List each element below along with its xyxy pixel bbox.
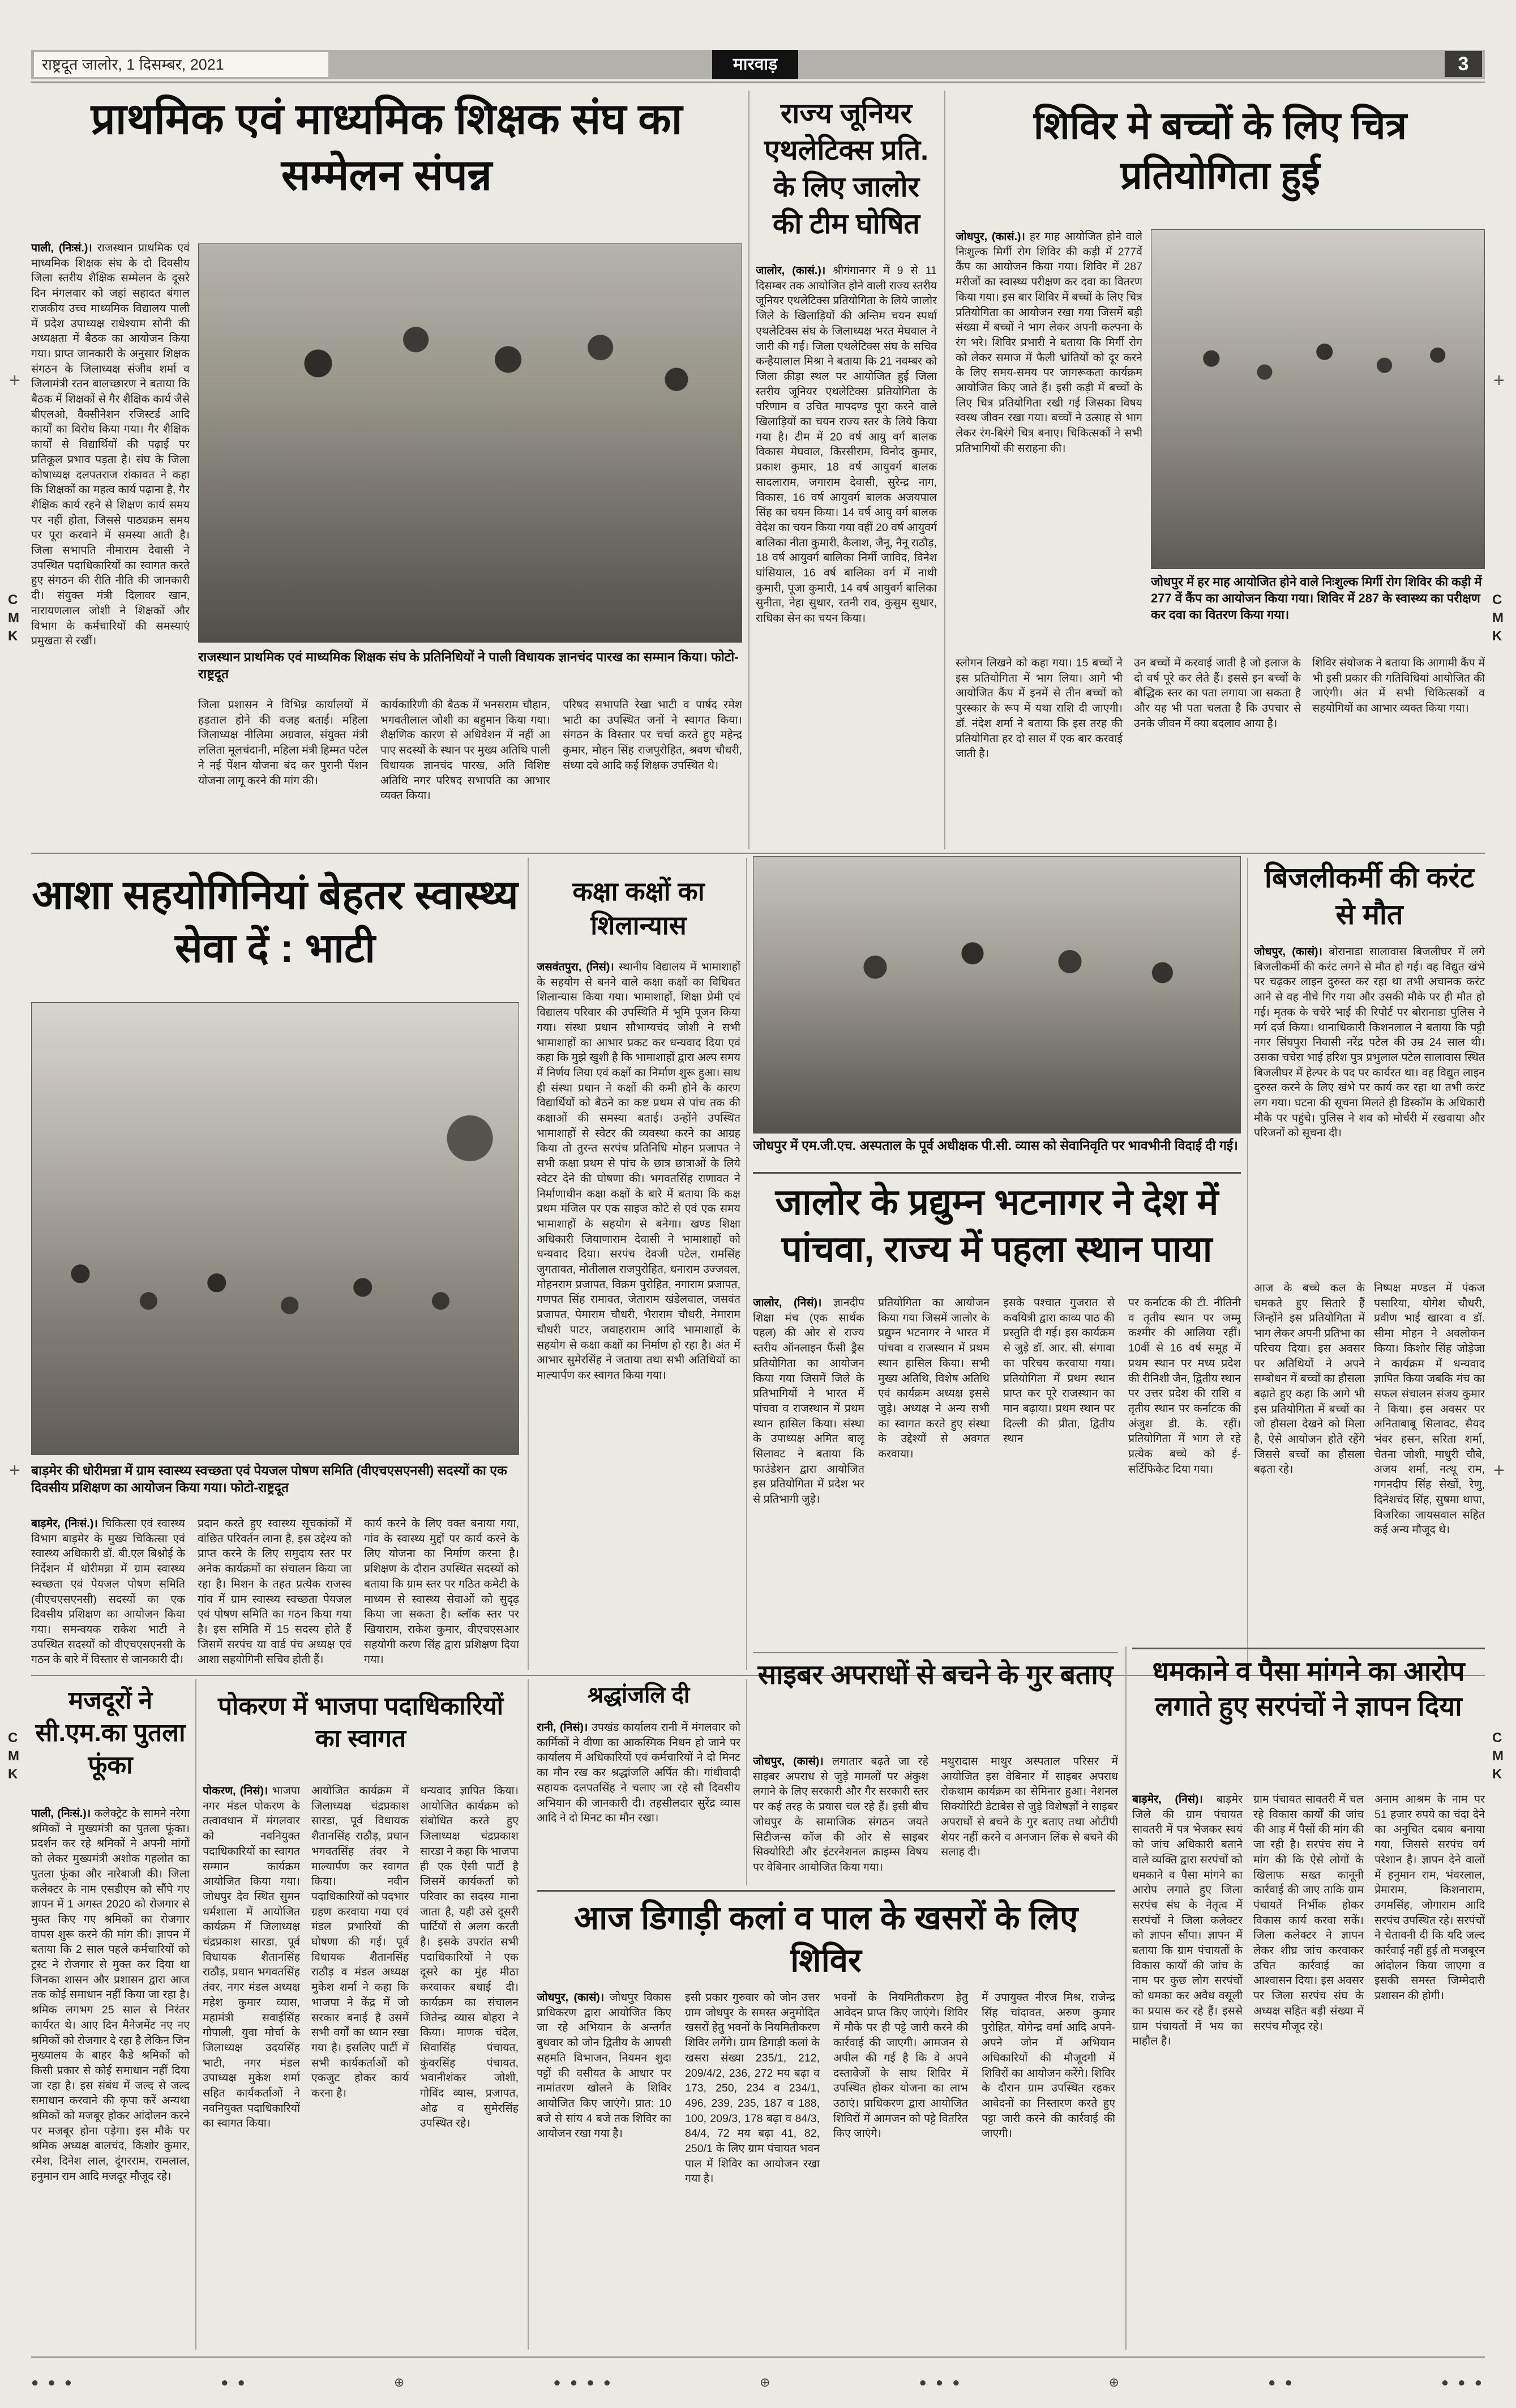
- farewell-photo-caption: जोधपुर में एम.जी.एच. अस्पताल के पूर्व अधीक्षक पी.सी. व्यास को सेवानिवृति पर भावभीनी विदाई दी गई।: [753, 1138, 1238, 1153]
- tribute-body: [537, 1720, 740, 1885]
- farewell-photo: [753, 856, 1241, 1134]
- footer-dots: ● ● ●: [919, 2375, 963, 2389]
- article-rule: [753, 1652, 1118, 1653]
- footer-target-icon: ⊕: [1108, 2375, 1123, 2389]
- column-rule: [944, 91, 945, 849]
- pokaran-col1-text: भाजपा नगर मंडल पोकरण के तत्वावधान में मंगलवार को नवनियुक्त पदाधिकारियों का स्वागत सम्मान कार्यक्रम आयोजित किया गया। जोधपुर देव स्थित सुमन धर्मशाला में आयोजित कार्यक्रम में जिलाध्यक्ष चंद्रप्रकाश सारडा, पूर्व विधायक शैतानसिंह राठौड़, प्रधान भगवतसिंह तंवर, नगर मंडल अध्यक्ष महेश कुमार व्यास, महामंत्री सवाईसिंह गोपाली, युवा मोर्चा के जिलाध्यक्ष उदयसिंह भाटी, नगर मंडल उपाध्यक्ष मुकेश शर्मा सहित कार्यकर्ताओं ने नवनियुक्त पदाधिकारियों का स्वागत किया।: [203, 1785, 300, 2130]
- pokaran-body-col3: धन्यवाद ज्ञापित किया। आयोजित कार्यक्रम को संबोधित करते हुए जिलाध्यक्ष चंद्रप्रकाश सारडा ने कहा कि भाजपा ही एक ऐसी पार्टी है जिसमें कार्यकर्ता को परिवार का सदस्य माना जाता है, यही उसे दूसरी पार्टियों से अलग करती है। इसके उपरांत सभी पदाधिकारियों ने एक दूसरे का मुंह मीठा करवाकर बधाई दी। कार्यक्रम का संचालन जितेन्द्र व्यास बोहरा ने किया। माणक चंदेल, सिवासिंह पंचायत, कुंवरसिंह पंचायत, भवानीशंकर जोशी, गोविंद व्यास, प्रजापत, ओढ व सुमेरसिंह उपस्थित रहे।: [420, 1785, 519, 2130]
- asha-headline: आशा सहयोगिनियां बेहतर स्वास्थ्य सेवा दें : भाटी: [32, 872, 519, 971]
- camp-photo-caption: जोधपुर में हर माह आयोजित होने वाले निःशुल्क मिर्गी रोग शिविर की कड़ी में 277 वें कैंप का आयोजन किया गया। शिविर में 287 के स्वास्थ्य का परीक्षण कर दवा का वितरण किया गया।: [1151, 575, 1482, 622]
- pokaran-body-col1: [203, 1783, 300, 2349]
- athletics-body: [756, 263, 937, 848]
- camp-body-col3: शिविर संयोजक ने बताया कि आगामी कैंप में भी इसी प्रकार की गतिविधियां आयोजित की जाएंगी। अंत में सभी चिकित्सकों व सहयोगियों का आभार व्यक्त किया गया।: [1312, 657, 1485, 715]
- asha-body-col2: प्रदान करते हुए स्वास्थ्य सूचकांकों में वांछित परिवर्तन लाना है, इस उद्देश्य को प्राप्त करने के लिए समुदाय स्तर पर अनेक कार्यक्रमों का संचालन किया जा रहा है। मिशन के तहत प्रत्येक राजस्व गांव में ग्राम स्वास्थ्य स्वच्छता पेयजल एवं पोषण समिति का गठन किया गया है। इस समिति में 15 सदस्य होते हैं जिसमें सरपंच या वार्ड पंच अध्यक्ष एवं आशा सहयोगिनी सचिव होती हैं।: [198, 1517, 352, 1666]
- cyber-dateline: जोधपुर, (कासं)।: [753, 1755, 824, 1768]
- conference-photo-caption: राजस्थान प्राथमिक एवं माध्यमिक शिक्षक संघ के प्रतिनिधियों ने पाली विधायक ज्ञानचंद पारख का सम्मान किया। फोटो-राष्ट्रदूत: [198, 649, 739, 682]
- cmk-m-mark: M: [8, 610, 19, 626]
- column-rule: [746, 858, 747, 1670]
- masthead-rule: [31, 82, 1485, 83]
- digadi-body-col1: [537, 1990, 671, 2349]
- conference-headline: प्राथमिक एवं माध्यमिक शिक्षक संघ का सम्मेलन संपन्न: [91, 95, 683, 199]
- sarpanch-body-col2: ग्राम पंचायत सावतरी में चल रहे विकास कार्यों की जांच की आड़ में पैसों की मांग की जा रही है। सरपंच संघ ने मांग की कि ऐसे लोगों के खिलाफ सख्त कानूनी कार्रवाई की जाए ताकि ग्राम पंचायतें निर्भीक होकर विकास कार्य करवा सकें। जिला कलेक्टर ने ज्ञापन लेकर शीघ्र जांच करवाकर उचित कार्रवाई का आश्वासन दिया। इस अवसर पर जिला सरपंच संघ के अध्यक्ष सहित बड़ी संख्या में सरपंच मौजूद रहे।: [1253, 1793, 1364, 2033]
- masthead-name-date: राष्ट्रदूत जालोर, 1 दिसम्बर, 2021: [34, 52, 328, 77]
- column-rule: [1125, 1646, 1127, 2350]
- effigy-dateline: पाली, (निःसं.)।: [31, 1807, 91, 1820]
- footer-dots: ● ●: [221, 2375, 248, 2389]
- section-rule: [31, 853, 1485, 854]
- camp-dateline: जोधपुर, (कासं.)।: [956, 230, 1025, 243]
- cyber-body-col1: [753, 1754, 928, 1881]
- cmk-k-mark: K: [8, 1767, 18, 1782]
- tribute-body-text: उपखंड कार्यालय रानी में मंगलवार को कार्मिकों ने वीणा का आकस्मिक निधन हो जाने पर कार्यालय में अधिकारियों एवं कर्मचारियों ने दो मिनट का मौन रख कर श्रद्धांजलि अर्पित की। गांधीवादी सहायक दलपतसिंह ने चलाए जा रहे सौ दिवसीय अभियान की जानकारी दी। तहसीलदार सुरेंद्र व्यास आदि ने दो मिनट का मौन रखा।: [537, 1721, 740, 1825]
- registration-cmk-left-bottom: [8, 1731, 19, 1781]
- athletics-body-text: श्रीगंगानगर में 9 से 11 दिसम्बर तक आयोजित होने वाली राज्य स्तरीय जूनियर एथलेटिक्स प्रतियोगिता के लिये जालोर जिले के खिलाड़ियों की अन्तिम चयन स्पर्धा एथलेटिक्स संघ के जिलाध्यक्ष भरत मेघवाल ने जारी की गई। जिला एथलेटिक्स संघ के सचिव कन्हैयालाल मिश्रा ने बताया कि 21 नवम्बर को जिला क्रीड़ा स्थल पर आयोजित हुई जिला स्तरीय जूनियर एथलेटिक्स प्रतियोगिता के परिणाम व उचित मापदण्ड पूरा करने वाले खिलाड़ियों का चयन राज्य स्तर के लिये किया गया है। टीम में 20 वर्ष आयु वर्ग बालक विकास मेघवाल, किरसीराम, विनोद कुमार, प्रकाश कुमार, 18 वर्ष आयुवर्ग बालक सादलाराम, जगाराम देवासी, सुरेन्द्र नाग, विकास, 16 वर्ष आयुवर्ग बालक अजयपाल सिंह का चयन किया। 14 वर्ष आयु वर्ग बालक वेदेश का चयन किया गया वहीं 20 वर्ष आयुवर्ग बालिका नीता कुमारी, कैलाश, जैनू, नैनू राठौड़, 18 वर्ष आयुवर्ग बालिका निर्मी जाविद, विनेश घांसियाल, 16 वर्ष बालिका वर्ग में नाथी कुमारी, पूजा कुमारी, 14 वर्ष आयुवर्ग बालिका सुनीता, नेहा सुथार, रतनी राव, कुसुम सुथार, राधिका सेन का चयन किया।: [756, 264, 937, 625]
- digadi-headline: आज डिगाड़ी कलां व पाल के खसरों के लिए शिविर: [573, 1900, 1078, 1979]
- bhatnagar-body-col5: आज के बच्चे कल के चमकते हुए सितारे हैं जिन्होंने इस प्रतियोगिता में भाग लेकर अपनी प्रतिभा का परिचय दिया। इस अवसर पर अतिथियों ने अपने सम्बोधन में बच्चों का हौसला बढ़ाते हुए कहा कि आगे भी इस प्रतियोगिता में बच्चों का जो हौसला देखने को मिला है, ऐसे आयोजन होते रहेंगे जिससे बच्चों का हौसला बढ़ता रहे।: [1254, 1282, 1365, 1476]
- sarpanch-col1-text: बाड़मेर जिले की ग्राम पंचायत सावतरी में पत्र भेजकर स्वयं को जांच अधिकारी बताने वाले व्यक्ति द्वारा सरपंचों को धमकाने व पैसा मांगने का आरोप लगाते हुए जिला सरपंच संघ के नेतृत्व में सरपंचों ने जिला कलेक्टर को ज्ञापन सौंपा। ज्ञापन में बताया कि ग्राम पंचायतों के विकास कार्यों की जांच के नाम पर कुछ लोग सरपंचों को धमका कर अवैध वसूली का प्रयास कर रहे हैं। इससे ग्राम पंचायतों में भय का माहौल है।: [1132, 1793, 1243, 2048]
- article-rule: [537, 1890, 1115, 1892]
- cmk-k-mark: K: [8, 628, 18, 644]
- footer-target-icon: ⊕: [759, 2375, 773, 2389]
- shilanyas-body-text: स्थानीय विद्यालय में भामाशाहों के सहयोग से बनने वाले कक्षा कक्षों का विधिवत शिलान्यास किया गया। भामाशाहों, शिक्षा प्रेमी एवं विद्यालय परिवार की उपस्थिति में भूमि पूजन किया गया। संस्था प्रधान सौभाग्यचंद जोशी ने सभी भामाशाहों का आभार प्रकट कर धन्यवाद दिया एवं कहा कि मुझे खुशी है कि भामाशाहों द्वारा अल्प समय में निर्णय लिया एवं कक्षों का निर्माण शुरू हुआ। साथ ही संस्था प्रधान ने कक्षों की कमी होने के कारण विद्यार्थियों को बैठने का कष्ट प्रथम से पांच तक की कक्षाओं की समस्या बताई। उन्होंने उपस्थित भामाशाहों से स्वेटर की व्यवस्था करने का आग्रह किया तो तुरन्त सरपंच प्रतिनिधि मोहन प्रजापत ने सभी कक्षा प्रथम से पांच के छात्र छात्राओं के लिये स्वेटर देने की घोषणा की। भगवतसिंह राणावत ने निर्माणाधीन कक्षा कक्षों के बारे में बताया कि कक्ष प्रथम मंजिल पर एक साइज कोटे से एवं एक समय भामाशाहों के सहयोग से बनेगा। खण्ड शिक्षा अधिकारी जियाणाराम देवासी ने भामाशाहों को धन्यवाद दिया। सरपंच देवजी पटेल, रामसिंह जुगतावत, मोतीलाल राजपुरोहित, धनाराम उज्जवल, मोहनराम प्रजापत, विक्रम पुरोहित, नगाराम प्रजापत, गणपत सिंह रामावत, जेताराम खंडेलवाल, जसवंत प्रजापत, पेमाराम चौधरी, भैराराम चौधरी, नेमाराम चौधरी पाटर, जवाहराराम आदि भामाशाहों के सहयोग से कक्षा कक्षों का निर्माण हो रहा है। अंत में आभार सुमेरसिंह ने जताया तथा सभी अतिथियों का माल्यार्पण कर स्वागत किया गया।: [537, 961, 740, 1382]
- article-rule: [1132, 1648, 1485, 1649]
- conference-body-col3: कार्यकारिणी की बैठक में भनसराम चौहान, भगवतीलाल जोशी का बहुमान किया गया। शैक्षणिक कारण से अधिवेशन में नहीं आ पाए सदस्यों के स्थान पर मुख्य अतिथि पाली विधायक ज्ञानचंद पारख, अति विशिष्ट अतिथि नगर परिषद सभापति का आभार व्यक्त किया।: [380, 699, 550, 802]
- cmk-m-mark: M: [1492, 1748, 1504, 1764]
- pokaran-dateline: पोकरण, (निसं)।: [203, 1785, 268, 1797]
- bhatnagar-body-col6: निष्पक्ष मण्डल में पंकज पसारिया, योगेश चौधरी, प्रवीण भाई खारवा व डॉ. सीमा मोहन ने अवलोकन किया। किशोर सिंह जोड़ेजा ने कार्यक्रम में धन्यवाद ज्ञापित किया जबकि मंच का सफल संचालन संजय कुमार ने किया। इस अवसर पर अनिताबाबू सिलावट, सैयद भंवर हसन, सरिता शर्मा, चेतना जोशी, माधुरी चौबे, अजय शर्मा, नत्थू राम, गगनदीप सिंह सेखों, रेणु, दिनेशचंद सिंह, सुषमा थापा, विजरिका जायसवाल सहित कई अन्य मौजूद थे।: [1374, 1282, 1485, 1537]
- article-rule: [753, 1172, 1241, 1174]
- footer-print-marks: [31, 2369, 1485, 2395]
- electrician-dateline: जोधपुर, (कासं)।: [1254, 946, 1322, 958]
- asha-col1-text: चिकित्सा एवं स्वास्थ्य विभाग बाड़मेर के मुख्य चिकित्सा एवं स्वास्थ्य अधिकारी डॉ. बी.एल बिश्नोई के निर्देशन में धोरीमन्ना में ग्राम स्वास्थ्य स्वच्छता एवं पेयजल पोषण समिति (वीएचएसएनसी) सदस्यों का एक दिवसीय प्रशिक्षण का आयोजन किया गया। समन्वयक राकेश भाटी ने उपस्थित सदस्यों को वीएचएसएनसी के गठन के बारे में विस्तार से जानकारी दी।: [31, 1517, 185, 1666]
- digadi-body-col4: में उपायुक्त नीरज मिश्र, राजेन्द्र सिंह चांदावत, अरुण कुमार पुरोहित, योगेन्द्र वर्मा आदि अपने-अपने जोन में अभियान अधिकारियों की मौजूदगी में शिविरों का आयोजन करेंगे। शिविर के दौरान ग्राम उपस्थित रहकर आवेदनों का निस्तारण करते हुए पट्टा जारी करने की कार्रवाई की जाएगी।: [982, 1991, 1115, 2140]
- electrician-body: [1254, 944, 1485, 1272]
- masthead-page-number: 3: [1445, 51, 1482, 77]
- shilanyas-headline: कक्षा कक्षों का शिलान्यास: [572, 876, 705, 940]
- conference-body-col1: [31, 241, 190, 848]
- effigy-body-text: कलेक्ट्रेट के सामने नरेगा श्रमिकों ने मुख्यमंत्री का पुतला फूंका। प्रदर्शन कर रहे श्रमिकों ने अपनी मांगों को लेकर मुख्यमंत्री अशोक गहलोत का पुतला फूंका और नारेबाजी की। जिला कलेक्टर के नाम एसडीएम को सौंपे गए ज्ञापन में 1 अगस्त 2020 को रोजगार से मुक्त किए गए श्रमिकों का रोजगार वापस शुरू करने की मांग की। ज्ञापन में बताया कि 2 साल पहले कर्मचारियों को ट्रस्ट ने रोजगार से मुक्त कर दिया था जिनका शासन और प्रशासन द्वारा आज तक कोई समाधान नहीं किया जा रहा है। श्रमिक लगभग 25 साल से निरंतर कार्यरत थे। आए दिन मैनेजमेंट नए नए श्रमिकों को रोजगार दे रहा है लेकिन जिन मुख्यालय के बाहर कैडे श्रमिकों को किसी प्रकार से कोई समाधान नहीं दिया जा रहा है। इस संबंध में जल्द से जल्द समाधान करवाने की कृपा करें अन्यथा श्रमिकों को मजबूर होकर आंदोलन करने पर मजबूर होना पड़ेगा। इस मौके पर श्रमिक अध्यक्ष बालचंद, किशोर कुमार, रमेश, दिनेश लाल, दूंगरराम, रामलाल, हनुमान राम आदि मजदूर मौजूद रहे।: [31, 1807, 190, 2183]
- tribute-dateline: रानी, (निसं)।: [537, 1721, 588, 1734]
- cmk-c-mark: C: [1492, 1730, 1502, 1746]
- camp-body-col1: स्लोगन लिखने को कहा गया। 15 बच्चों ने इस प्रतियोगिता में भाग लिया। आगे भी आयोजित कैंप में इनमें से तीन बच्चों को पुरस्कार के रूप में यथा राशि दी जाएगी। डॉ. नंदेश शर्मा ने बताया कि इस तरह की प्रतियोगिता हर दो साल में एक बार करवाई जाती है।: [956, 657, 1123, 760]
- column-rule: [528, 858, 529, 1670]
- cmk-c-mark: C: [8, 592, 18, 608]
- cmk-k-mark: K: [1492, 628, 1502, 644]
- footer-dots: ● ● ●: [1441, 2375, 1485, 2389]
- asha-body-col1: [31, 1516, 185, 1668]
- bhatnagar-body-col2: प्रतियोगिता का आयोजन किया गया जिसमें जालोर के प्रद्युम्न भटनागर ने भारत में पांचवा व राजस्थान में प्रथम स्थान हासिल किया। सभी मुख्य अतिथि, विशेष अतिथि एवं कार्यक्रम अध्यक्ष इससे जुड़े। अध्यक्ष ने अन्य सभी का स्वागत करते हुए संस्था के उद्देश्यों से अवगत करवाया।: [878, 1297, 990, 1461]
- asha-photo: [31, 1002, 519, 1455]
- footer-dots: ● ●: [1268, 2375, 1295, 2389]
- camp-photo: [1151, 229, 1485, 569]
- cmk-m-mark: M: [8, 1748, 19, 1764]
- camp-body-intro: [956, 229, 1142, 650]
- conference-body-col2: जिला प्रशासन ने विभिन्न कार्यालयों में हड़ताल होने की वजह बताई। महिला जिलाध्यक्ष नीलिमा अग्रवाल, संयुक्त मंत्री ललिता मूलचंदानी, महिला मंत्री हिम्मत पटेल ने नई पेंशन योजना बंद कर पुरानी पेंशन योजना लागू करने की मांग की।: [198, 699, 368, 787]
- effigy-body: [31, 1806, 190, 2349]
- bhatnagar-body-col4: पर कर्नाटक की टी. नीतिनी व तृतीय स्थान पर जम्मू कश्मीर की आलिया रहीं। 10वीं से 16 वर्ष समूह में प्रथम स्थान पर मध्य प्रदेश की रीनिशी जैन, द्वितीय स्थान पर उत्तर प्रदेश की राशि व तृतीय स्थान पर कर्नाटक की अंजुश डी. के. रहीं। प्रतियोगिता में भाग ले रहे प्रत्येक बच्चे को ई-सर्टिफिकेट दिया गया।: [1128, 1297, 1241, 1475]
- pokaran-headline: पोकरण में भाजपा पदाधिकारियों का स्वागत: [217, 1692, 504, 1753]
- athletics-dateline: जालोर, (कासं.)।: [756, 264, 826, 277]
- column-rule: [528, 1679, 529, 2350]
- registration-cross-icon: +: [1493, 1460, 1505, 1481]
- cyber-headline: साइबर अपराधों से बचने के गुर बताए: [757, 1660, 1114, 1690]
- shilanyas-dateline: जसवंतपुरा, (निसं)।: [537, 961, 614, 973]
- asha-dateline: बाड़मेर, (निःसं.)।: [31, 1517, 98, 1530]
- column-rule: [195, 1679, 196, 2350]
- electrician-body-text: बोरानाडा सालावास बिजलीघर में लगे बिजलीकर्मी की करंट लगने से मौत हो गई। वह विद्युत खंभे पर चढ़कर लाइन दुरुस्त कर रहा था तभी अचानक करंट आने से वह नीचे गिर गया और उसकी मौके पर ही मौत हो गई। मृतक के चचेरे भाई की रिपोर्ट पर बोरानाडा पुलिस ने मर्ग दर्ज किया। थानाधिकारी किशनलाल ने बताया कि पट्टी नगर सिंघपुरा निवासी नरेंद्र पटेल की उम्र 24 साल थी। उसका चचेरा भाई हरिश पुत्र प्रभुलाल पटेल सालावास स्थित बिजलीघर में हेल्पर के पद पर कार्यरत था। वह विद्युत लाइन दुरुस्त करने के लिए खंभे पर कार्य कर रहा था तभी करंट लग गया। घटना की सूचना मिलते ही डिस्कॉम के अधिकारी मौके पर पहुंचे। पुलिस ने शव को मोर्चरी में रखवाया और परिजनों को सूचना दी।: [1254, 946, 1485, 1140]
- sarpanch-headline: धमकाने व पैसा मांगने का आरोप लगाते हुए सरपंचों ने ज्ञापन दिया: [1152, 1657, 1465, 1722]
- bhatnagar-col1-text: ज्ञानदीप शिक्षा मंच (एक सार्थक पहल) की ओर से राज्य स्तरीय ऑनलाइन फैंसी ड्रैस प्रतियोगिता का आयोजन किया गया जिसमें जिले के प्रतिभागियों ने भारत में पांचवा व राजस्थान में प्रथम स्थान हासिल किया। संस्था के उपाध्यक्ष अमित बालू सिलावट ने बताया कि फाउंडेशन द्वारा आयोजित इस प्रतियोगिता में प्रदेश भर से प्रतिभागी जुड़े।: [753, 1297, 864, 1506]
- footer-dots: ● ● ●: [31, 2375, 75, 2389]
- digadi-dateline: जोधपुर, (कासं)।: [537, 1991, 605, 2004]
- asha-photo-caption: बाड़मेर की धोरीमन्ना में ग्राम स्वास्थ्य स्वच्छता एवं पेयजल पोषण समिति (वीएचएसएनसी) सदस्यों का एक दिवसीय प्रशिक्षण का आयोजन किया गया। फोटो-राष्ट्रदूत: [31, 1463, 507, 1495]
- column-rule: [748, 91, 750, 849]
- athletics-headline: राज्य जूनियर एथलेटिक्स प्रति. के लिए जालोर की टीम घोषित: [764, 97, 929, 239]
- conference-photo: [198, 243, 742, 643]
- camp-headline: शिविर मे बच्चों के लिए चित्र प्रतियोगिता हुई: [1033, 104, 1407, 198]
- footer-dots: ● ● ● ●: [553, 2375, 614, 2389]
- bhatnagar-body-col1: [753, 1295, 864, 1669]
- column-rule: [746, 1679, 747, 1885]
- footer-target-icon: ⊕: [393, 2375, 408, 2389]
- digadi-body-col2: इसी प्रकार गुरुवार को जोन उत्तर ग्राम जोधपुर के समस्त अनुमोदित खसरों हेतु भवनों के नियमितीकरण शिविर लगेंगे। ग्राम डिगाड़ी कलां के खसरा संख्या 235/1, 212, 209/4/2, 236, 272 मय बढ़ा व 173, 250, 234 व 234/1, 496, 239, 235, 187 व 188, 100, 209/3, 178 बढ़ा व 84/3, 84/4, 72 मय बढ़ा 41, 82, 250/1 के लिए ग्राम पंचायत भवन पाल में शिविर का आयोजन रखा गया है।: [685, 1991, 820, 2185]
- cyber-col1-text: लगातार बढ़ते जा रहे साइबर अपराध से जुड़े मामलों पर अंकुश लगाने के लिए सरकारी और गैर सरकारी स्तर पर कई तरह के प्रयास चल रहे हैं। इसी बीच जोधपुर के सामाजिक संगठन जयते सिटीजन्स कॉज की ओर से साइबर सिक्योरिटी और इंटरनेशनल क्राइम्स विषय पर वेबिनार आयोजित किया गया।: [753, 1755, 928, 1874]
- cmk-c-mark: C: [8, 1730, 18, 1746]
- cyber-body-col2: मथुरादास माथुर अस्पताल परिसर में आयोजित इस वेबिनार में साइबर अपराध रोकथाम कार्यक्रम का सेमिनार हुआ। नेशनल सिक्योरिटी डेटाबेस से जुड़े विशेषज्ञों ने साइबर अपराधों से बचने के गुर बताए तथा ओटीपी शेयर नहीं करने व अनजान लिंक से बचने की सलाह दी।: [941, 1755, 1118, 1859]
- registration-cmk-right-top: [1492, 593, 1504, 643]
- conference-dateline: पाली, (निःसं.)।: [31, 242, 92, 254]
- bhatnagar-headline: जालोर के प्रद्युम्न भटनागर ने देश में पांचवा, राज्य में पहला स्थान पाया: [775, 1182, 1219, 1270]
- registration-cross-icon: +: [9, 370, 20, 391]
- sarpanch-body-col3: अनाम आश्रम के नाम पर 51 हजार रुपये का चंदा देने का अनुचित दबाव बनाया गया, जिससे सरपंच वर्ग परेशान है। ज्ञापन देने वालों में हनुमान राम, भंवरलाल, प्रेमाराम, किशनाराम, उगमसिंह, जोगाराम आदि सरपंच उपस्थित रहे। सरपंचों ने चेतावनी दी कि यदि जल्द कार्रवाई नहीं हुई तो मजबूरन आंदोलन किया जाएगा व इसकी समस्त जिम्मेदारी प्रशासन की होगी।: [1374, 1793, 1485, 2003]
- sarpanch-dateline: बाड़मेर, (निसं)।: [1132, 1793, 1203, 1806]
- cmk-m-mark: M: [1492, 610, 1504, 626]
- conference-body-col4: परिषद सभापति रेखा भाटी व पार्षद रमेश भाटी का उपस्थित जनों ने स्वागत किया। संगठन के विस्तार पर चर्चा करते हुए महेन्द्र कुमार, मोहन सिंह राजपुरोहित, श्रवण चौधरी, संध्या दवे आदि कई शिक्षक उपस्थित थे।: [563, 699, 742, 772]
- conference-col1-text: राजस्थान प्राथमिक एवं माध्यमिक शिक्षक संघ के दो दिवसीय जिला स्तरीय शैक्षिक सम्मेलन के दूसरे दिन मंगलवार को जहां सहादत बंगाल राजकीय उच्च माध्यमिक विद्यालय पाली में प्रदेश उपाध्यक्ष राधेश्याम सोनी की अध्यक्षता में बैठक का आयोजन किया गया। प्राप्त जानकारी के अनुसार शिक्षक संगठन के जिलाध्यक्ष संजीव शर्मा व जिलामंत्री रतन बालच्छारण ने बताया कि बैठक में शिक्षकों से गैर शैक्षिक कार्य जैसे बीएलओ, वैक्सीनेशन रजिस्टर्ड आदि कार्यों का विरोध किया गया। गैर शैक्षिक कार्यों से विद्यार्थियों की पढ़ाई पर प्रतिकूल प्रभाव पड़ता है। संघ के जिला कोषाध्यक्ष दलपतराज रांकावत ने कहा कि शिक्षकों का महत्व कार्य पढ़ाना है, गैर शैक्षिक कार्य रहने से शिक्षण कार्य समय पर नहीं होता, जिससे पाठ्यक्रम समय पर पूरा करवाने में समस्या आती है। जिला सभापति नीमाराम देवासी ने उपस्थित पदाधिकारियों का स्वागत करते हुए संगठन की रीति नीति की जानकारी दी। संयुक्त मंत्री दिलावर खान, नारायणलाल जोशी ने शिक्षकों और विभाग के कर्मचारियों की समस्याएं प्रमुखता से रखीं।: [31, 242, 190, 648]
- sarpanch-body-col1: [1132, 1792, 1243, 2349]
- tribute-headline: श्रद्धांजलि दी: [587, 1683, 690, 1708]
- digadi-col1-text: जोधपुर विकास प्राधिकरण द्वारा आयोजित किए जा रहे अभियान के अन्तर्गत बुधवार को जोन द्वितीय के आपसी सहमति विभाजन, नियमन शुदा पट्टों की वसीयत के आधार पर नामांतरण खोलने के शिविर आयोजित किए जाएंगे। प्रात: 10 बजे से सांय 4 बजे तक शिविर का आयोजन रखा गया है।: [537, 1991, 671, 2140]
- cmk-k-mark: K: [1492, 1767, 1502, 1782]
- shilanyas-body: [537, 960, 740, 1669]
- electrician-headline: बिजलीकर्मी की करंट से मौत: [1265, 862, 1474, 930]
- asha-body-col3: कार्य करने के लिए वक्त बनाया गया, गांव के स्वास्थ्य मुद्दों पर कार्य करने के लिए योजना का निर्माण करना है। प्रशिक्षण के दौरान उपस्थित सदस्यों को बताया कि ग्राम स्तर पर गठित कमेटी के माध्यम से स्वास्थ्य सेवाओं को सुदृढ़ किया जा सकता है। ब्लॉक स्तर पर खियाराम, राकेश कुमार, वीएचएसआर सहयोगी करण सिंह द्वारा प्रशिक्षण दिया गया।: [364, 1517, 519, 1666]
- registration-cmk-left-top: [8, 593, 19, 643]
- digadi-body-col3: भवनों के नियमितीकरण हेतु आवेदन प्राप्त किए जाएंगे। शिविर में मौके पर ही पट्टे जारी करने की कार्रवाई की जाएगी। आमजन से अपील की गई है कि वे अपने दस्तावेजों के साथ शिविर में उपस्थित होकर योजना का लाभ उठाएं। प्राधिकरण द्वारा आयोजित शिविरों में आमजन को पट्टे वितरित किए जाएंगे।: [833, 1991, 968, 2140]
- masthead-edition-label: मारवाड़: [712, 50, 798, 79]
- footer-rule: [31, 2356, 1485, 2358]
- registration-cross-icon: +: [1493, 370, 1505, 391]
- bhatnagar-body-col3: इसके पश्चात गुजरात से कवयित्री द्वारा काव्य पाठ की प्रस्तुति दी गई। इस कार्यक्रम से जुड़े डॉ. आर. सी. संगावा का परिचय करवाया गया। प्रतियोगिता में प्रथम स्थान प्राप्त कर पूरे राजस्थान का मान बढ़ाया। प्रथम स्थान पर दिल्ली की प्रीता, द्वितीय स्थान: [1003, 1297, 1115, 1445]
- bhatnagar-dateline: जालोर, (निसं)।: [753, 1297, 822, 1309]
- column-rule: [1247, 858, 1248, 1670]
- camp-intro-text: हर माह आयोजित होने वाले निःशुल्क मिर्गी रोग शिविर की कड़ी में 277वें कैंप का आयोजन किया गया। शिविर में 287 मरीजों का स्वास्थ्य परीक्षण कर दवा का वितरण किया गया। इस बार शिविर में बच्चों के लिए चित्र प्रतियोगिता का आयोजन रखा गया जिसमें बड़ी संख्या में बच्चों ने भाग लेकर अपनी कल्पना के रंग भरे। शिविर प्रभारी ने बताया कि मिर्गी रोग को लेकर समाज में फैली भ्रांतियों को दूर करने के लिए समय-समय पर जागरूकता कार्यक्रम आयोजित किए जाते हैं। इसी कड़ी में बच्चों के लिए चित्र प्रतियोगिता रखी गई जिसका विषय स्वस्थ जीवन रखा गया। बच्चों ने उत्साह से भाग लेकर रंग-बिरंगे चित्र बनाए। चिकित्सकों ने सभी प्रतिभागियों की सराहना की।: [956, 230, 1142, 455]
- registration-cross-icon: +: [9, 1460, 20, 1481]
- cmk-c-mark: C: [1492, 592, 1502, 608]
- camp-body-col2: उन बच्चों में करवाई जाती है जो इलाज के दो वर्ष पूरे कर लेते हैं। इससे इन बच्चों के बौद्धिक स्तर का पता लगाया जा सकता है और यह भी पता चलता है कि उपचार से उनके जीवन में क्या बदलाव आया है।: [1134, 657, 1301, 730]
- effigy-headline: मजदूरों ने सी.एम.का पुतला फूंका: [35, 1687, 186, 1780]
- registration-cmk-right-bottom: [1492, 1731, 1504, 1781]
- pokaran-body-col2: आयोजित कार्यक्रम में जिलाध्यक्ष चंद्रप्रकाश सारडा, पूर्व विधायक शैतानसिंह राठौड़, प्रधान भगवतसिंह तंवर ने माल्यार्पण कर स्वागत किया। नवीन पदाधिकारियों को पदभार ग्रहण करवाया गया एवं मंडल प्रभारियों की घोषणा की गई। पूर्व विधायक शैतानसिंह राठौड़ व मंडल अध्यक्ष मुकेश शर्मा ने कहा कि भाजपा ने केंद्र में जो सरकार बनाई है उसमें सभी वर्गों का ध्यान रखा गया है। इसलिए पार्टी में सभी कार्यकर्ताओं को एकजुट होकर कार्य करना है।: [311, 1785, 409, 2100]
